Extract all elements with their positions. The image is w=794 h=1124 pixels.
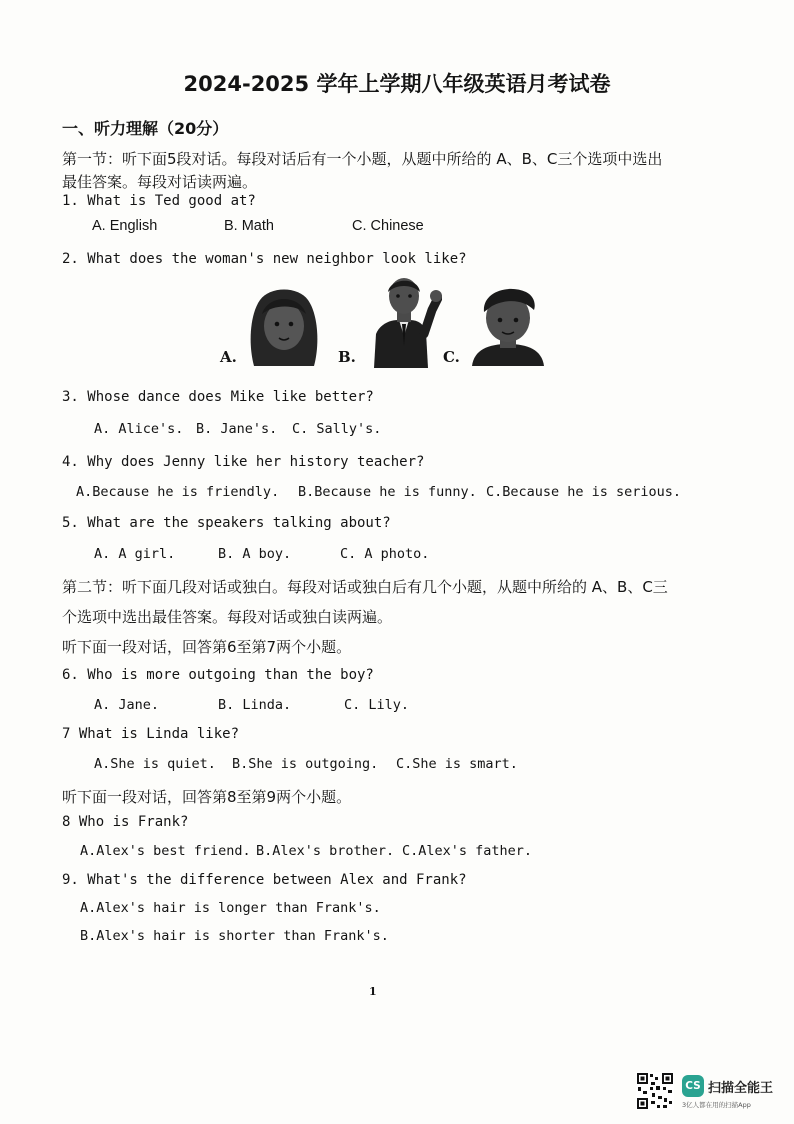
part2-instructions-line1: 第二节：听下面几段对话或独白。每段对话或独白后有几个小题，从题中所给的 A、B、C三 — [62, 578, 668, 596]
camscanner-logo-icon: CS — [682, 1075, 704, 1097]
man-in-suit-picture — [372, 276, 442, 368]
question-9-option-a: A.Alex's hair is longer than Frank's. — [80, 900, 381, 916]
part2-instructions-line2: 个选项中选出最佳答案。每段对话或独白读两遍。 — [62, 608, 393, 626]
question-9-stem: 9. What's the difference between Alex and Frank? — [62, 872, 467, 888]
dialogue-group-2-instruction: 听下面一段对话，回答第8至第9两个小题。 — [62, 788, 352, 806]
question-6-option-c: C. Lily. — [344, 697, 410, 713]
question-6-option-b: B. Linda. — [218, 697, 292, 713]
question-4-option-b: B.Because he is funny. — [298, 484, 477, 500]
page-number: 1 — [369, 985, 377, 998]
question-8-stem: 8 Who is Frank? — [62, 814, 189, 830]
question-7-option-b: B.She is outgoing. — [232, 756, 379, 772]
question-5-option-b: B. A boy. — [218, 546, 292, 562]
question-8-option-a: A.Alex's best friend. — [80, 843, 251, 859]
question-7-stem: 7 What is Linda like? — [62, 726, 240, 742]
question-5-stem: 5. What are the speakers talking about? — [62, 515, 391, 531]
question-3-option-a: A. Alice's. — [94, 421, 184, 437]
qr-code-icon — [636, 1072, 674, 1110]
question-7-option-a: A.She is quiet. — [94, 756, 216, 772]
question-8-option-c: C.Alex's father. — [402, 843, 533, 859]
part1-instructions-line1: 第一节：听下面5段对话。每段对话后有一个小题，从题中所给的 A、B、C三个选项中选出 — [62, 150, 663, 168]
question-3-option-c: C. Sally's. — [292, 421, 382, 437]
exam-title: 2024-2025 学年上学期八年级英语月考试卷 — [183, 72, 611, 96]
question-1-option-b: B. Math — [224, 218, 274, 234]
section-heading-listening: 一、听力理解（20分） — [62, 119, 229, 138]
question-3-stem: 3. Whose dance does Mike like better? — [62, 389, 374, 405]
question-1-option-c: C. Chinese — [352, 218, 424, 234]
question-2-label-c: C. — [443, 348, 460, 366]
question-1-stem: 1. What is Ted good at? — [62, 193, 256, 209]
question-6-stem: 6. Who is more outgoing than the boy? — [62, 667, 374, 683]
question-5-option-c: C. A photo. — [340, 546, 430, 562]
question-6-option-a: A. Jane. — [94, 697, 160, 713]
question-1-option-a: A. English — [92, 218, 158, 234]
question-8-option-b: B.Alex's brother. — [256, 843, 395, 859]
question-2-label-b: B. — [338, 348, 356, 366]
question-7-option-c: C.She is smart. — [396, 756, 518, 772]
scanner-tagline: 3亿人都在用的扫描App — [682, 1101, 751, 1109]
question-9-option-b: B.Alex's hair is shorter than Frank's. — [80, 928, 389, 944]
boy-short-hair-picture — [468, 286, 548, 366]
question-5-option-a: A. A girl. — [94, 546, 176, 562]
scanner-app-name: 扫描全能王 — [708, 1081, 774, 1096]
question-3-option-b: B. Jane's. — [196, 421, 278, 437]
question-4-option-c: C.Because he is serious. — [486, 484, 682, 500]
question-4-option-a: A.Because he is friendly. — [76, 484, 280, 500]
dialogue-group-1-instruction: 听下面一段对话，回答第6至第7两个小题。 — [62, 638, 352, 656]
part1-instructions-line2: 最佳答案。每段对话读两遍。 — [62, 173, 258, 191]
woman-long-hair-picture — [244, 284, 324, 368]
question-2-label-a: A. — [220, 348, 237, 366]
question-2-stem: 2. What does the woman's new neighbor look like? — [62, 251, 467, 267]
question-4-stem: 4. Why does Jenny like her history teacher? — [62, 454, 425, 470]
